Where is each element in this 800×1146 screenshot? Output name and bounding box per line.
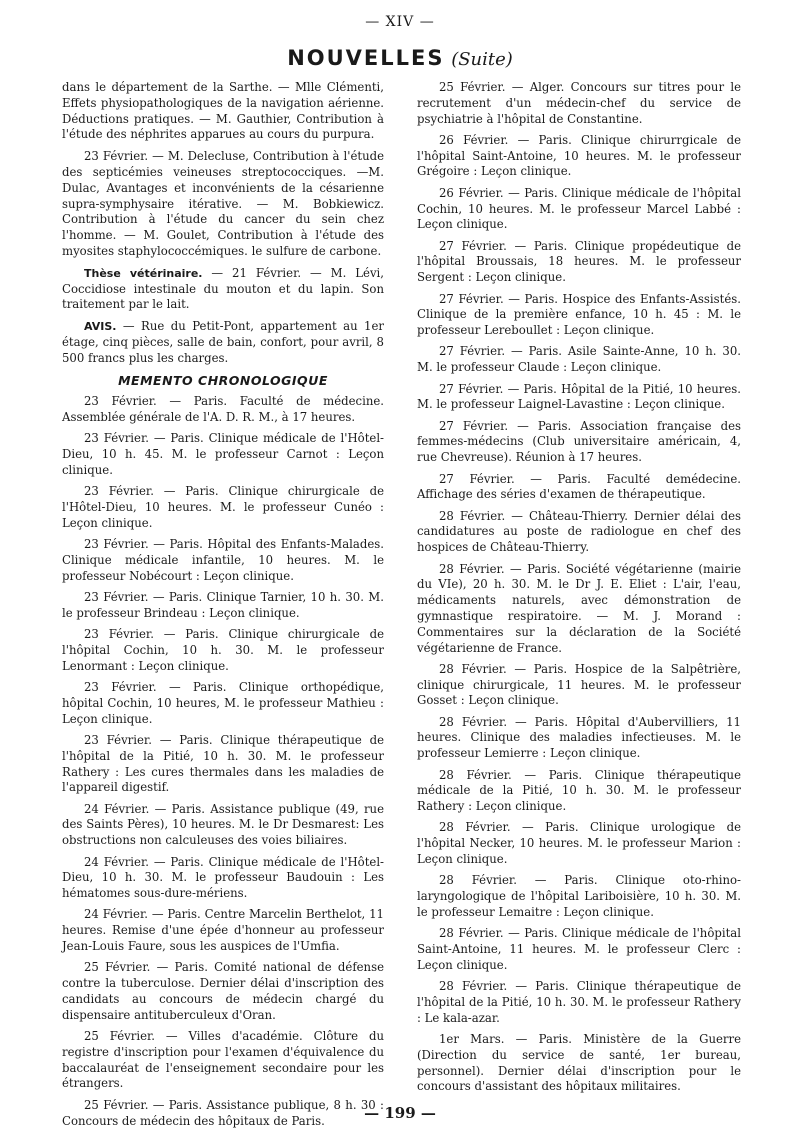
title-main: NOUVELLES [287, 46, 445, 70]
page-title [0, 46, 800, 70]
event-entry: 27 Février. — Paris. Hospice des Enfants-Assistés. Clinique de la première enfance, 10 h. 45 : M. le professeur Lereboullet : Leçon clinique. [417, 291, 741, 338]
these-veterinaire-paragraph [62, 266, 384, 313]
event-entry: 26 Février. — Paris. Clinique médicale de l'hôpital Cochin, 10 heures. M. le professeur Marcel Labbé : Leçon clinique. [417, 185, 741, 232]
memento-heading: MEMENTO CHRONOLOGIQUE [118, 372, 328, 388]
event-entry: 28 Février. — Paris. Clinique thérapeutique médicale de la Pitié, 10 h. 30. M. le professeur Rathery : Leçon clinique. [417, 767, 741, 814]
event-entry: 28 Février. — Paris. Clinique médicale de l'hôpital Saint-Antoine, 11 heures. M. le professeur Clerc : Leçon clinique. [417, 926, 741, 972]
event-entry: 23 Février. — Paris. Clinique thérapeutique de l'hôpital de la Pitié, 10 h. 30. M. le professeur Rathery : Les cures thermales dans les maladies de l'appareil digestif. [62, 732, 384, 795]
event-entry: 25 Février. — Villes d'académie. Clôture du registre d'inscription pour l'examen d'équivalence du baccalauréat de l'enseignement secondaire pour les étrangers. [62, 1029, 384, 1091]
these-label: Thèse vétérinaire. [84, 266, 203, 280]
left-column [62, 80, 384, 1135]
event-entry: 23 Février. — Paris. Hôpital des Enfants-Malades. Clinique médicale infantile, 10 heures. M. le professeur Nobécourt : Leçon clinique. [62, 537, 384, 583]
title-suite: (Suite) [451, 49, 513, 70]
event-entry: 27 Février. — Paris. Association française des femmes-médecins (Club universitaire américain, 4, rue Chevreuse). Réunion à 17 heures. [417, 418, 741, 465]
avis-paragraph [62, 319, 384, 366]
these-text: — 21 Février. — M. Lévi, Coccidiose intestinale du mouton et du lapin. Son traitement par le lait. [62, 265, 384, 312]
event-entry: 24 Février. — Paris. Assistance publique (49, rue des Saints Pères), 10 heures. M. le Dr Desmarest: Les obstructions non calculeuses des voies biliaires. [62, 801, 384, 848]
event-entry: 25 Février. — Alger. Concours sur titres pour le recrutement d'un médecin-chef du service de psychiatrie à l'hôpital de Constantine. [417, 80, 741, 126]
paragraph: dans le département de la Sarthe. — Mlle Clémenti, Effets physiopathologiques de la navigation aérienne. Déductions pratiques. — M. Gauthier, Contribution à l'étude des néphrites apparues au cours du purpura. [62, 80, 384, 142]
event-entry: 24 Février. — Paris. Centre Marcelin Berthelot, 11 heures. Remise d'une épée d'honneur au professeur Jean-Louis Faure, sous les auspices de l'Umfia. [62, 907, 384, 954]
paragraph: 23 Février. — M. Delecluse, Contribution à l'étude des septicémies veineuses streptococciques. —M. Dulac, Avantages et inconvénients de la césarienne supra-symphysaire itérative. — M. Bobkiewicz. Contribution à l'étude du cancer du sein chez l'homme. — M. Goulet, Contribution à l'étude des myosites staphylococcémiques. le sulfure de carbone. [62, 149, 384, 258]
right-column [417, 80, 741, 1101]
event-entry: 23 Février. — Paris. Clinique médicale de l'Hôtel-Dieu, 10 h. 45. M. le professeur Carnot : Leçon clinique. [62, 431, 384, 478]
event-entry: 23 Février. — Paris. Clinique chirurgicale de l'Hôtel-Dieu, 10 heures. M. le professeur Cunéo : Leçon clinique. [62, 484, 384, 530]
event-entry: 23 Février. — Paris. Clinique Tarnier, 10 h. 30. M. le professeur Brindeau : Leçon clinique. [62, 590, 384, 620]
event-entry: 1er Mars. — Paris. Ministère de la Guerre (Direction du service de santé, 1er bureau, personnel). Dernier délai d'inscription pour le concours d'assistant des hôpitaux militaires. [417, 1032, 741, 1094]
event-entry: 24 Février. — Paris. Clinique médicale de l'Hôtel-Dieu, 10 h. 30. M. le professeur Baudouin : Les hématomes sous-dure-mériens. [62, 854, 384, 901]
right-event-list [417, 80, 741, 1095]
event-entry: 28 Février. — Paris. Clinique oto-rhino-laryngologique de l'hôpital Lariboisière, 10 h. 30. M. le professeur Lemaitre : Leçon clinique. [417, 873, 741, 919]
event-entry: 28 Février. — Paris. Hôpital d'Aubervilliers, 11 heures. Clinique des maladies infectieuses. M. le professeur Lemierre : Leçon clinique. [417, 714, 741, 761]
event-entry: 28 Février. — Paris. Hospice de la Salpêtrière, clinique chirurgicale, 11 heures. M. le professeur Gosset : Leçon clinique. [417, 661, 741, 708]
event-entry: 27 Février. — Paris. Clinique propédeutique de l'hôpital Broussais, 18 heures. M. le professeur Sergent : Leçon clinique. [417, 238, 741, 285]
event-entry: 23 Février. — Paris. Faculté de médecine. Assemblée générale de l'A. D. R. M., à 17 heures. [62, 394, 384, 425]
page-number: — 199 — [364, 1104, 436, 1122]
event-entry: 27 Février. — Paris. Hôpital de la Pitié, 10 heures. M. le professeur Laignel-Lavastine : Leçon clinique. [417, 381, 741, 412]
event-entry: 26 Février. — Paris. Clinique chirurrgicale de l'hôpital Saint-Antoine, 10 heures. M. le professeur Grégoire : Leçon clinique. [417, 132, 741, 179]
event-entry: 28 Février. — Paris. Clinique thérapeutique de l'hôpital de la Pitié, 10 h. 30. M. le professeur Rathery : Le kala-azar. [417, 979, 741, 1025]
avis-text: — Rue du Petit-Pont, appartement au 1er étage, cinq pièces, salle de bain, confort, pour avril, 8 500 francs plus les charges. [62, 319, 384, 365]
left-event-list [62, 394, 384, 1129]
event-entry: 28 Février. — Château-Thierry. Dernier délai des candidatures au poste de radiologue en chef des hospices de Château-Thierry. [417, 508, 741, 555]
event-entry: 27 Février. — Paris. Faculté demédecine. Affichage des séries d'examen de thérapeutique. [417, 471, 741, 502]
event-entry: 28 Février. — Paris. Clinique urologique de l'hôpital Necker, 10 heures. M. le professeur Marion : Leçon clinique. [417, 820, 741, 867]
event-entry: 27 Février. — Paris. Asile Sainte-Anne, 10 h. 30. M. le professeur Claude : Leçon clinique. [417, 344, 741, 375]
event-entry: 25 Février. — Paris. Comité national de défense contre la tuberculose. Dernier délai d'inscription des candidats au concours de médecin chargé du dispensaire antituberculeux d'Oran. [62, 960, 384, 1022]
event-entry: 28 Février. — Paris. Société végétarienne (mairie du VIe), 20 h. 30. M. le Dr J. E. Eliet : L'air, l'eau, médicaments naturels, avec démonstration de gymnastique respiratoire. — M. J. Morand : Commentaires sur la déclaration de la Société végétarienne de France. [417, 561, 741, 655]
avis-label: AVIS. [84, 320, 117, 334]
event-entry: 23 Février. — Paris. Clinique chirurgicale de l'hôpital Cochin, 10 h. 30. M. le professeur Lenormant : Leçon clinique. [62, 627, 384, 673]
event-entry: 23 Février. — Paris. Clinique orthopédique, hôpital Cochin, 10 heures, M. le professeur Mathieu : Leçon clinique. [62, 680, 384, 726]
event-entry: 25 Février. — Paris. Assistance publique, 8 h. 30 : Concours de médecin des hôpitaux de Paris. [62, 1097, 384, 1128]
page-roman-number: — XIV — [365, 14, 435, 30]
